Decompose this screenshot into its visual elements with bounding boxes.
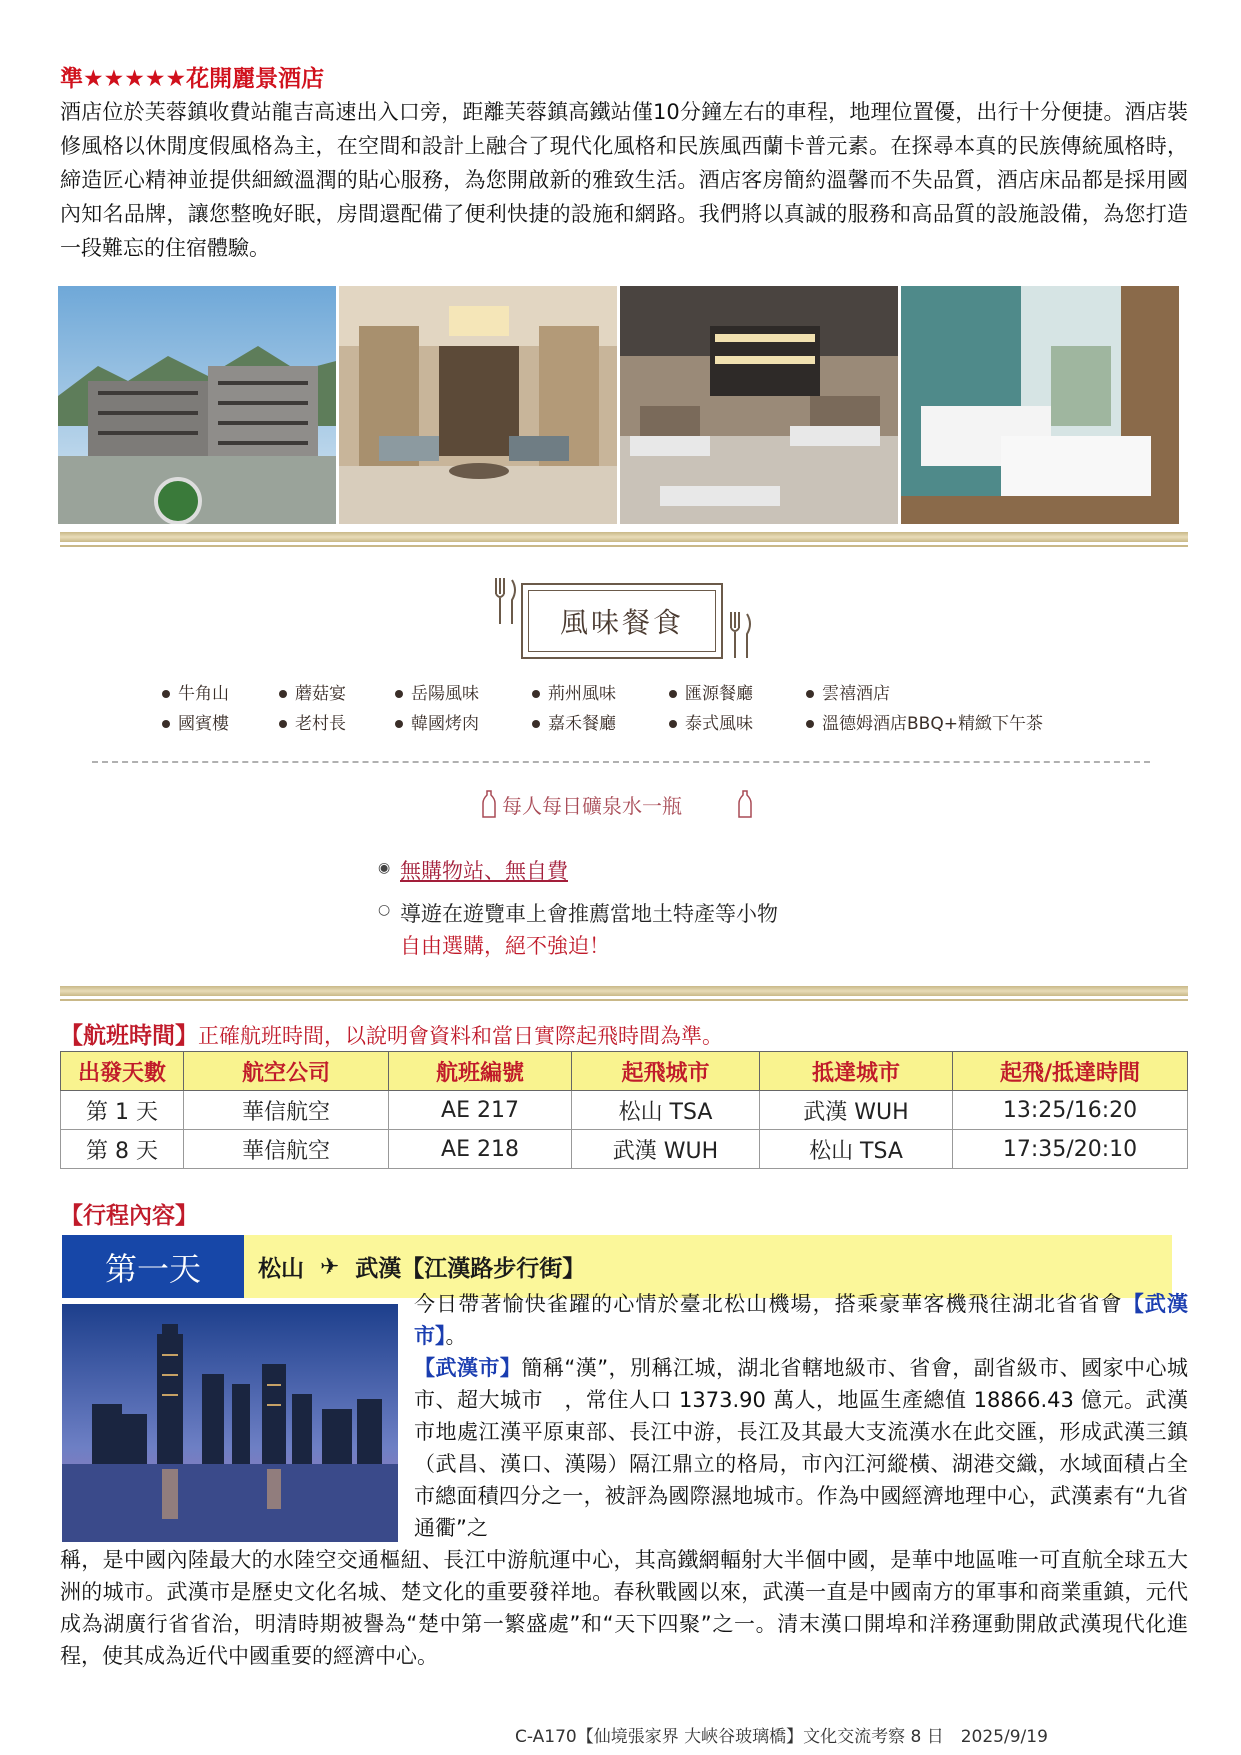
route-from: 松山 xyxy=(258,1256,304,1282)
table-cell: AE 218 xyxy=(389,1130,572,1169)
wuhan-description-part1: 【武漢市】簡稱“漢”，別稱江城，湖北省轄地級市、省會，副省級市、國家中心城市、超大城市 ，常住人口 1373.90 萬人，地區生產總值 18866.43 億元。武漢市地處江漢平原東部、長江中游，長江及其最大支流漢水在此交匯，形成武漢三鎮（武昌、漢口、漢陽）隔江鼎立的格局，市內江河縱橫、湖港交織，水域面積占全市總面積四分之一，被評為國際濕地城市。作為中國經濟地理中心，武漢素有“九省通衢”之 xyxy=(414,1356,1189,1540)
airplane-icon: ✈ xyxy=(320,1253,340,1280)
table-cell: 華信航空 xyxy=(184,1130,389,1169)
restaurant-item: 嘉禾餐廳 xyxy=(532,709,616,734)
table-cell: 第 8 天 xyxy=(61,1130,184,1169)
hotel-exterior-photo xyxy=(58,286,336,524)
flight-heading: 【航班時間】正確航班時間，以說明會資料和當日實際起飛時間為準。 xyxy=(60,1023,723,1049)
table-cell: 13:25/16:20 xyxy=(953,1091,1188,1130)
column-header: 起飛/抵達時間 xyxy=(953,1052,1188,1091)
hotel-restaurant-photo xyxy=(620,286,898,524)
circle-bullet-icon: ◉ xyxy=(378,860,391,876)
table-cell: 17:35/20:10 xyxy=(953,1130,1188,1169)
restaurant-item: 韓國烤肉 xyxy=(395,709,479,734)
table-cell: 松山 TSA xyxy=(760,1130,953,1169)
column-header: 航班編號 xyxy=(389,1052,572,1091)
table-row xyxy=(61,1130,1188,1169)
table-cell: 松山 TSA xyxy=(572,1091,760,1130)
table-cell: AE 217 xyxy=(389,1091,572,1130)
restaurant-item: 岳陽風味 xyxy=(395,679,479,704)
day-label: 第一天 xyxy=(62,1235,244,1298)
day1-intro: 今日帶著愉快雀躍的心情於臺北松山機場，搭乘豪華客機飛往湖北省省會【武漢市】。 xyxy=(414,1292,1188,1348)
table-cell: 武漢 WUH xyxy=(572,1130,760,1169)
restaurant-item: 老村長 xyxy=(279,709,346,734)
restaurant-item: 牛角山 xyxy=(162,679,229,704)
hotel-room-photo xyxy=(901,286,1179,524)
restaurant-item: 溫德姆酒店BBQ+精緻下午茶 xyxy=(806,709,1043,734)
column-header: 抵達城市 xyxy=(760,1052,953,1091)
restaurant-item: 泰式風味 xyxy=(669,709,753,734)
table-cell: 第 1 天 xyxy=(61,1091,184,1130)
no-shopping-note: 無購物站、無自費 xyxy=(400,859,568,883)
table-cell: 華信航空 xyxy=(184,1091,389,1130)
restaurant-item: 國賓樓 xyxy=(162,709,229,734)
restaurant-item: 荊州風味 xyxy=(532,679,616,704)
cutlery-icon-right xyxy=(725,610,755,664)
hotel-description: 酒店位於芙蓉鎮收費站龍吉高速出入口旁，距離芙蓉鎮高鐵站僅10分鐘左右的車程，地理位置優，出行十分便捷。酒店裝修風格以休閒度假風格為主，在空間和設計上融合了現代化風格和民族風西蘭卡普元素。在探尋本真的民族傳統風格時，締造匠心精神並提供細緻溫潤的貼心服務，為您開啟新的雅致生活。酒店客房簡約溫馨而不失品質，酒店床品都是採用國內知名品牌，讓您整晚好眠，房間還配備了便利快捷的設施和網路。我們將以真誠的服務和高品質的設施設備，為您打造一段難忘的住宿體驗。 xyxy=(60,100,1188,260)
restaurant-item: 蘑菇宴 xyxy=(279,679,346,704)
page-footer: C-A170【仙境張家界 大峽谷玻璃橋】文化交流考察 8 日 2025/9/19 xyxy=(515,1727,1048,1747)
flight-table xyxy=(60,1051,1188,1169)
column-header: 航空公司 xyxy=(184,1052,389,1091)
cutlery-icon-left xyxy=(490,576,520,630)
wuhan-description-part2: 稱，是中國內陸最大的水陸空交通樞紐、長江中游航運中心，其高鐵網輻射大半個中國，是華中地區唯一可直航全球五大洲的城市。武漢市是歷史文化名城、楚文化的重要發祥地。春秋戰國以來，武漢一直是中國南方的軍事和商業重鎮，元代成為湖廣行省省治，明清時期被譽為“楚中第一繁盛處”和“天下四聚”之一。清末漢口開埠和洋務運動開啟武漢現代化進程，使其成為近代中國重要的經濟中心。 xyxy=(60,1548,1188,1668)
column-header: 起飛城市 xyxy=(572,1052,760,1091)
hotel-title: 準★★★★★花開麗景酒店 xyxy=(60,66,325,92)
itinerary-heading: 【行程內容】 xyxy=(60,1203,198,1229)
free-choice-note: 自由選購，絕不強迫！ xyxy=(400,934,610,958)
table-cell: 武漢 WUH xyxy=(760,1091,953,1130)
route-to: 武漢【江漢路步行街】 xyxy=(355,1256,586,1282)
circle-bullet-icon: ○ xyxy=(378,902,391,918)
hotel-lobby-photo xyxy=(339,286,617,524)
wuhan-city-photo xyxy=(62,1304,398,1542)
column-header: 出發天數 xyxy=(61,1052,184,1091)
food-section-title: 風味餐食 xyxy=(521,583,723,659)
table-row xyxy=(61,1091,1188,1130)
table-header-row xyxy=(61,1052,1188,1091)
bottle-icon xyxy=(738,790,752,822)
shopping-recommend-note: 導遊在遊覽車上會推薦當地土特產等小物 xyxy=(400,902,778,926)
water-note: 每人每日礦泉水一瓶 xyxy=(502,794,682,818)
restaurant-item: 匯源餐廳 xyxy=(669,679,753,704)
bottle-icon xyxy=(482,790,496,822)
restaurant-item: 雲禧酒店 xyxy=(806,679,890,704)
